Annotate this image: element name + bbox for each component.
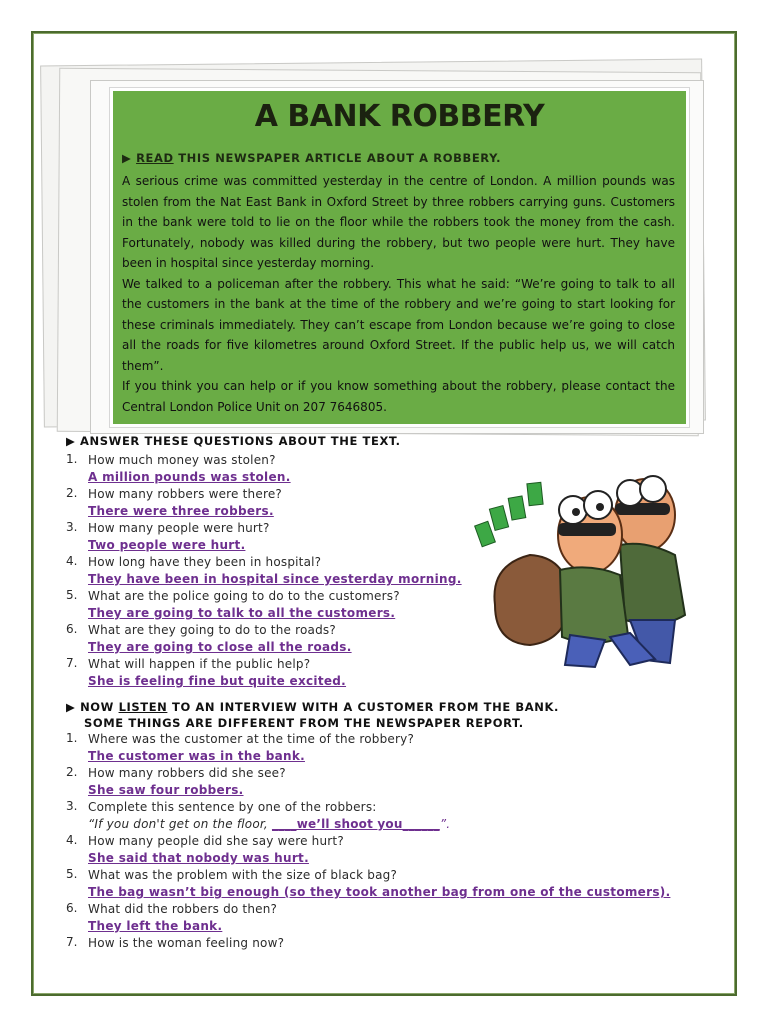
answer-text: Two people were hurt. — [88, 538, 246, 552]
question-text: How many robbers did she see? — [88, 766, 286, 780]
question-text: Where was the customer at the time of the robbery? — [88, 732, 415, 746]
answer-text: The customer was in the bank. — [88, 749, 305, 763]
quote-start: “If you don't get on the floor, — [88, 817, 268, 831]
answer-text: They have been in hospital since yesterday morning. — [88, 572, 462, 586]
list-item: 4. How long have they been in hospital? They have been in hospital since yesterday morning. — [66, 554, 486, 588]
answer-text: They are going to close all the roads. — [88, 640, 352, 654]
section2-heading — [66, 700, 559, 714]
question-text: How is the woman feeling now? — [88, 936, 285, 950]
listen-verb: LISTEN — [118, 700, 168, 714]
arrow-icon: ▶ — [122, 151, 132, 165]
answer-text: The bag wasn’t big enough (so they took another bag from one of the customers). — [88, 885, 671, 899]
article-paragraph-3: If you think you can help or if you know something about the robbery, please contact the Central London Police Unit on 207 7646805. — [122, 379, 675, 414]
list-item: 5. What was the problem with the size of black bag? The bag wasn’t big enough (so they took another bag from one of the customers). — [66, 867, 716, 901]
list-item: 5. What are the police going to do to the customers? They are going to talk to all the customers. — [66, 588, 486, 622]
section1-heading: ▶ ANSWER THESE QUESTIONS ABOUT THE TEXT. — [66, 434, 401, 448]
money-bag-icon — [494, 555, 570, 645]
list-item: 1. How much money was stolen? A million pounds was stolen. — [66, 452, 486, 486]
list-item: 2. How many robbers were there? There were three robbers. — [66, 486, 486, 520]
question-text: How many robbers were there? — [88, 487, 282, 501]
robbers-illustration — [470, 445, 715, 670]
answer-text: They left the bank. — [88, 919, 223, 933]
quote-end: ”. — [439, 817, 451, 831]
article-panel — [110, 88, 689, 427]
question-text: How many people were hurt? — [88, 521, 270, 535]
quote-sentence — [88, 816, 716, 833]
question-text: How long have they been in hospital? — [88, 555, 322, 569]
section2-question-list — [66, 731, 716, 952]
question-text: What will happen if the public help? — [88, 657, 311, 671]
question-text: What are the police going to do to the customers? — [88, 589, 400, 603]
read-verb: READ — [136, 151, 174, 165]
list-item: 6. What are they going to do to the roads? They are going to close all the roads. — [66, 622, 486, 656]
section2-subheading: SOME THINGS ARE DIFFERENT FROM THE NEWSPAPER REPORT. — [84, 716, 524, 730]
answer-text: She is feeling fine but quite excited. — [88, 674, 347, 688]
answer-text: A million pounds was stolen. — [88, 470, 291, 484]
question-text: How many people did she say were hurt? — [88, 834, 344, 848]
money-notes-icon — [475, 482, 543, 546]
answer-text: There were three robbers. — [88, 504, 274, 518]
article-paragraph-2: We talked to a policeman after the robbery. This what he said: “We’re going to talk to all the customers in the bank at the time of the robbery and we’re going to start looking for these criminals immediately. They can’t escape from London because we’re going to close all the roads for five kilometres around Oxford Street. If the public help us, we will catch them”. — [122, 276, 675, 373]
question-text: What did the robbers do then? — [88, 902, 278, 916]
list-item: 4. How many people did she say were hurt? She said that nobody was hurt. — [66, 833, 716, 867]
section1-question-list — [66, 452, 486, 690]
answer-text: They are going to talk to all the customers. — [88, 606, 396, 620]
article-text — [122, 171, 675, 417]
read-instruction — [122, 151, 501, 165]
now-word: NOW — [80, 700, 114, 714]
question-text: How much money was stolen? — [88, 453, 276, 467]
list-item: 7. What will happen if the public help? She is feeling fine but quite excited. — [66, 656, 486, 690]
answer-text: She saw four robbers. — [88, 783, 244, 797]
section2-heading-text: TO AN INTERVIEW WITH A CUSTOMER FROM THE BANK. — [172, 700, 559, 714]
list-item: 6. What did the robbers do then? They left the bank. — [66, 901, 716, 935]
answer-text: She said that nobody was hurt. — [88, 851, 309, 865]
question-text: What was the problem with the size of black bag? — [88, 868, 398, 882]
list-item: 3. How many people were hurt? Two people were hurt. — [66, 520, 486, 554]
page-title: A BANK ROBBERY — [254, 99, 545, 134]
article-paragraph-1: A serious crime was committed yesterday in the centre of London. A million pounds was stolen from the Nat East Bank in Oxford Street by three robbers carrying guns. Customers in the bank were told to lie on the floor while the robbers took the money from the cash. Fortunately, nobody was killed during the robbery, but two people were hurt. They have been in hospital since yesterday morning. — [122, 174, 675, 270]
question-text: What are they going to do to the roads? — [88, 623, 336, 637]
list-item: 3. Complete this sentence by one of the robbers: “If you don't get on the floor, ____we’ll shoot you______”. — [66, 799, 716, 833]
list-item: 7. How is the woman feeling now? — [66, 935, 716, 952]
read-instruction-text: THIS NEWSPAPER ARTICLE ABOUT A ROBBERY. — [178, 151, 502, 165]
list-item: 2. How many robbers did she see? She saw four robbers. — [66, 765, 716, 799]
list-item: 1. Where was the customer at the time of the robbery? The customer was in the bank. — [66, 731, 716, 765]
question-text: Complete this sentence by one of the robbers: — [88, 800, 377, 814]
quote-blank-answer: ____we’ll shoot you______ — [271, 817, 440, 831]
arrow-icon: ▶ — [66, 700, 76, 714]
